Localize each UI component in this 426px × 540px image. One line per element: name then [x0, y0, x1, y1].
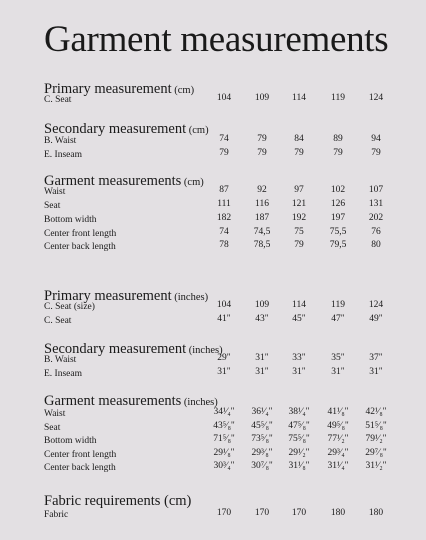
table-cell: 80	[371, 240, 381, 250]
section-heading	[44, 393, 218, 411]
table-cell: 77¹⁄₂"	[327, 434, 349, 444]
table-cell: 30⁷⁄₈"	[251, 461, 273, 471]
table-cell: 30³⁄₄"	[213, 461, 235, 471]
table-cell: 124	[368, 93, 384, 103]
table-cell: 170	[291, 508, 307, 518]
row-label: Center front length	[44, 229, 117, 239]
table-cell: 29"	[217, 353, 231, 363]
table-cell: 35"	[331, 353, 345, 363]
row-label: Fabric	[44, 510, 69, 520]
row-label: Bottom width	[44, 215, 97, 225]
row-label: B. Waist	[44, 355, 77, 365]
section-unit: (inches)	[181, 397, 218, 408]
table-cell: 45⁵⁄₈"	[251, 421, 273, 431]
table-cell: 79	[371, 148, 381, 158]
table-cell: 92	[257, 185, 267, 195]
table-cell: 111	[217, 199, 231, 209]
table-cell: 41"	[217, 314, 231, 324]
table-cell: 97	[294, 185, 304, 195]
table-cell: 31"	[217, 367, 231, 377]
section-unit: (cm)	[186, 125, 209, 136]
table-cell: 79	[294, 240, 304, 250]
table-cell: 38¹⁄₄"	[288, 407, 310, 417]
row-label: E. Inseam	[44, 369, 82, 379]
section-unit: (inches)	[171, 292, 209, 303]
table-cell: 104	[216, 300, 232, 310]
table-cell: 75,5	[329, 227, 347, 237]
table-cell: 31¹⁄₈"	[288, 461, 310, 471]
section-heading-text: Garment measurements	[44, 393, 182, 409]
table-cell: 29¹⁄₂"	[288, 448, 310, 458]
table-cell: 187	[254, 213, 270, 223]
table-cell: 131	[368, 199, 384, 209]
section-heading	[44, 173, 204, 191]
table-cell: 79	[257, 148, 267, 158]
table-cell: 31¹⁄₄"	[327, 461, 349, 471]
section-heading	[44, 493, 191, 509]
section-unit: (cm)	[181, 177, 204, 188]
table-cell: 29⁷⁄₈"	[365, 448, 387, 458]
table-cell: 75⁵⁄₈"	[288, 434, 310, 444]
row-label: Center back length	[44, 463, 116, 473]
table-cell: 74	[219, 134, 229, 144]
table-cell: 49"	[369, 314, 383, 324]
section-heading-text: Garment measurements	[44, 173, 182, 189]
row-label: Center front length	[44, 450, 117, 460]
table-cell: 109	[254, 93, 270, 103]
table-cell: 76	[371, 227, 381, 237]
table-cell: 119	[331, 300, 345, 310]
table-cell: 180	[330, 508, 346, 518]
table-cell: 107	[368, 185, 384, 195]
table-cell: 41¹⁄₈"	[327, 407, 349, 417]
table-cell: 51⁵⁄₈"	[365, 421, 387, 431]
table-cell: 197	[330, 213, 346, 223]
table-cell: 47"	[331, 314, 345, 324]
table-cell: 73⁵⁄₈"	[251, 434, 273, 444]
table-cell: 31"	[369, 367, 383, 377]
table-cell: 79	[219, 148, 229, 158]
table-cell: 29³⁄₈"	[251, 448, 273, 458]
page-title: Garment measurements	[44, 19, 389, 60]
table-cell: 116	[255, 199, 269, 209]
table-cell: 182	[216, 213, 232, 223]
row-label: B. Waist	[44, 136, 77, 146]
table-cell: 45"	[292, 314, 306, 324]
table-cell: 31"	[331, 367, 345, 377]
table-cell: 79,5	[329, 240, 347, 250]
table-cell: 29³⁄₄"	[327, 448, 349, 458]
row-label: Bottom width	[44, 436, 97, 446]
table-cell: 74	[219, 227, 229, 237]
table-cell: 170	[254, 508, 270, 518]
table-cell: 43"	[255, 314, 269, 324]
row-label: C. Seat	[44, 95, 72, 105]
row-label: C. Seat (size)	[44, 302, 95, 312]
table-cell: 33"	[292, 353, 306, 363]
table-cell: 170	[216, 508, 232, 518]
table-cell: 47⁵⁄₈"	[288, 421, 310, 431]
row-label: Waist	[44, 187, 66, 197]
table-cell: 202	[368, 213, 384, 223]
section-unit: (cm)	[171, 85, 195, 96]
table-cell: 121	[291, 199, 307, 209]
table-cell: 36¹⁄₄"	[251, 407, 273, 417]
table-cell: 79	[257, 134, 267, 144]
table-cell: 29¹⁄₈"	[213, 448, 235, 458]
table-cell: 31"	[255, 367, 269, 377]
row-label: Seat	[44, 423, 61, 433]
table-cell: 87	[219, 185, 229, 195]
row-label: Waist	[44, 409, 66, 419]
row-label: E. Inseam	[44, 150, 82, 160]
table-cell: 71⁵⁄₈"	[213, 434, 235, 444]
table-cell: 75	[294, 227, 304, 237]
table-cell: 119	[331, 93, 345, 103]
table-cell: 34¹⁄₄"	[213, 407, 235, 417]
table-cell: 89	[333, 134, 343, 144]
table-cell: 79	[294, 148, 304, 158]
row-label: C. Seat	[44, 316, 72, 326]
table-cell: 114	[292, 93, 306, 103]
row-label: Center back length	[44, 242, 116, 252]
table-cell: 74,5	[253, 227, 271, 237]
table-cell: 49⁵⁄₈"	[327, 421, 349, 431]
table-cell: 37"	[369, 353, 383, 363]
section-heading-text: Primary measurement	[44, 81, 172, 97]
section-heading-text: Primary measurement	[44, 288, 172, 304]
table-cell: 84	[294, 134, 304, 144]
table-cell: 78	[219, 240, 229, 250]
table-cell: 79¹⁄₂"	[365, 434, 387, 444]
table-cell: 114	[292, 300, 306, 310]
table-cell: 109	[254, 300, 270, 310]
table-cell: 180	[368, 508, 384, 518]
table-cell: 42¹⁄₈"	[365, 407, 387, 417]
table-cell: 31"	[255, 353, 269, 363]
row-label: Seat	[44, 201, 61, 211]
table-cell: 94	[371, 134, 381, 144]
table-cell: 192	[291, 213, 307, 223]
section-heading-text: Secondary measurement	[44, 121, 187, 137]
table-cell: 31"	[292, 367, 306, 377]
table-cell: 104	[216, 93, 232, 103]
section-unit: (inches)	[186, 345, 223, 356]
table-cell: 31¹⁄₂"	[365, 461, 387, 471]
table-cell: 124	[368, 300, 384, 310]
table-cell: 126	[330, 199, 346, 209]
section-heading-text: Fabric requirements (cm)	[44, 493, 192, 509]
section-heading-text: Secondary measurement	[44, 341, 187, 357]
table-cell: 78,5	[253, 240, 271, 250]
table-cell: 79	[333, 148, 343, 158]
table-cell: 43⁵⁄₈"	[213, 421, 235, 431]
table-cell: 102	[330, 185, 346, 195]
